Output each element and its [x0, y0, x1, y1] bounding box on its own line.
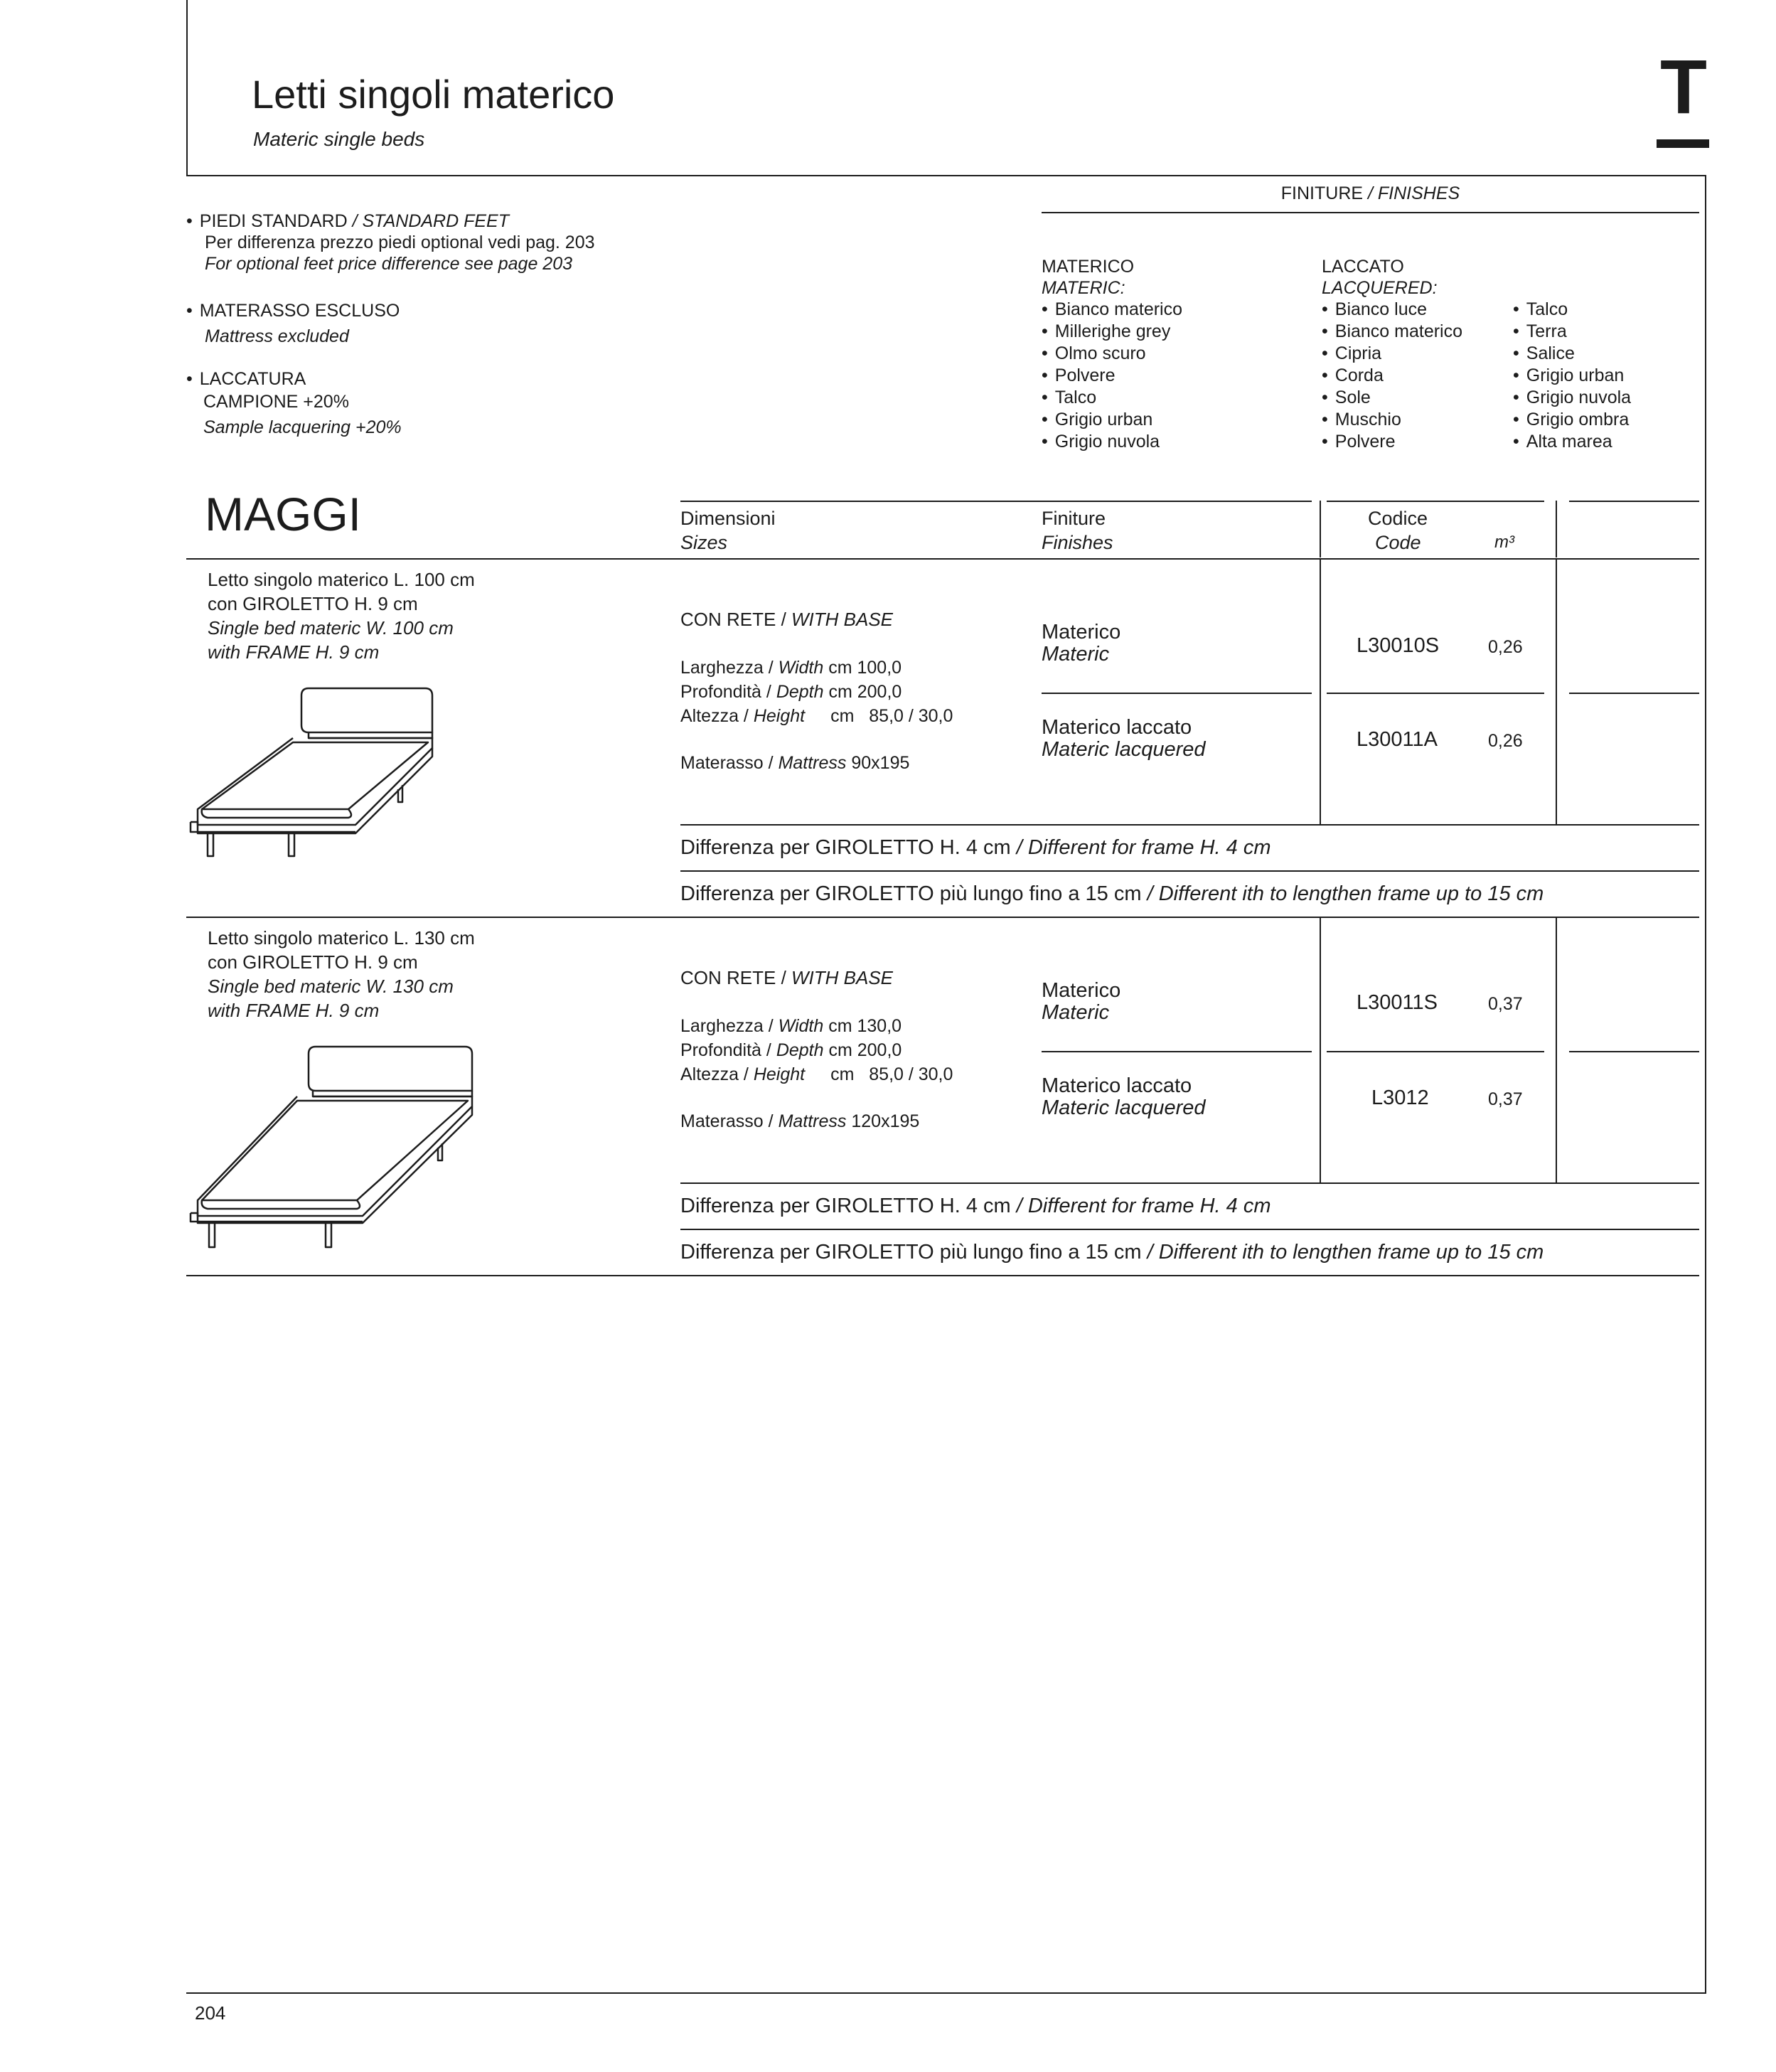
row2-desc-size: L. 130 cm	[393, 927, 475, 949]
note-mattress-excluded	[186, 299, 613, 348]
row1-vol1: 0,26	[1488, 637, 1523, 657]
row1-finish2-label-en: Materic lacquered	[1042, 738, 1206, 761]
finish-item: • Grigio nuvola	[1042, 431, 1312, 453]
finish-group-laccato-col2	[1513, 299, 1698, 453]
row1-base-label	[680, 609, 893, 631]
finish-group-laccato-title: LACCATO	[1322, 257, 1404, 277]
row1-diff1-label: Differenza per GIROLETTO H. 4 cm	[680, 836, 1011, 859]
row2-diff2-label-en: / Different ith to lengthen frame up to 15 cm	[1141, 1241, 1544, 1264]
row2-height: Altezza / Height cm 85,0 / 30,0	[680, 1064, 953, 1084]
finish-item: • Grigio nuvola	[1513, 387, 1698, 409]
row1-base-en: WITH BASE	[791, 609, 894, 630]
note-mattress-excluded-line: Mattress excluded	[205, 326, 349, 346]
table-header-rule-code	[1327, 501, 1544, 502]
row1-dimensions	[680, 656, 1022, 775]
row2-description	[208, 926, 634, 1022]
row1-diff2-rule	[680, 870, 1699, 872]
table-header-bottom-rule	[186, 558, 1699, 560]
row1-base: CON RETE /	[680, 609, 792, 630]
table-header-vtick-2	[1556, 501, 1557, 557]
finish-group-materico	[1042, 256, 1312, 453]
row1-desc-line3: Single bed materic W. 100 cm	[208, 617, 454, 639]
row1-finish2	[1042, 717, 1206, 761]
row2-finish2-label-en: Materic lacquered	[1042, 1096, 1206, 1119]
row2-diff2-rule	[680, 1229, 1699, 1230]
finish-item: • Bianco materico	[1322, 321, 1507, 343]
row2-width: Larghezza / Width cm 130,0	[680, 1016, 902, 1036]
note-standard-feet-line: Per differenza prezzo piedi optional vedi pag. 203	[205, 233, 595, 252]
finish-item: • Cipria	[1322, 343, 1507, 365]
table-bottom-rule	[186, 1275, 1699, 1276]
note-standard-feet	[186, 209, 613, 276]
note-lacquering-title: LACCATURA	[199, 369, 306, 389]
finish-item: • Talco	[1042, 387, 1312, 409]
col-dimensions-label-en: Sizes	[680, 532, 728, 553]
table-header-vtick-1	[1320, 501, 1321, 557]
note-lacquering-title2: CAMPIONE +20%	[203, 392, 349, 412]
row-divider	[186, 917, 1699, 918]
page-subtitle: Materic single beds	[253, 128, 425, 150]
finish-item: • Polvere	[1042, 365, 1312, 387]
col-dimensions	[680, 506, 776, 555]
brand-logo	[1654, 43, 1713, 154]
note-lacquering-line: Sample lacquering +20%	[203, 417, 402, 437]
row2-desc-line4: with FRAME H. 9 cm	[208, 1000, 380, 1021]
col-code-label: Codice	[1368, 508, 1428, 529]
finish-item: • Sole	[1322, 387, 1507, 409]
row1-diff2	[680, 882, 1544, 906]
row2-diff2-label: Differenza per GIROLETTO più lungo fino a 15 cm	[680, 1241, 1142, 1264]
row1-vline-code	[1320, 559, 1321, 825]
row1-diff2-label: Differenza per GIROLETTO più lungo fino a 15 cm	[680, 882, 1142, 905]
row1-desc-size: L. 100 cm	[393, 569, 475, 590]
row1-diff1	[680, 836, 1271, 860]
row1-diff2-label-en: / Different ith to lengthen frame up to 15 cm	[1141, 882, 1544, 905]
note-lacquering	[186, 367, 613, 439]
row1-desc-line2: con GIROLETTO H. 9 cm	[208, 593, 418, 614]
row2-finish1-label-en: Materic	[1042, 1001, 1110, 1024]
row2-split-code	[1327, 1051, 1544, 1052]
row2-finish1-label: Materico	[1042, 979, 1121, 1002]
row2-code1: L30011S	[1357, 991, 1438, 1014]
row1-diff1-rule	[680, 824, 1699, 826]
row1-description	[208, 567, 634, 664]
row2-diff1-label: Differenza per GIROLETTO H. 4 cm	[680, 1195, 1011, 1217]
row1-finish1	[1042, 621, 1120, 666]
finish-group-laccato-subtitle: LACQUERED:	[1322, 278, 1438, 298]
row2-diff1-label-en: / Different for frame H. 4 cm	[1010, 1195, 1271, 1217]
row2-mattress: Materasso / Mattress 120x195	[680, 1111, 920, 1131]
bed-drawing-130	[186, 1041, 485, 1254]
row2-diff2	[680, 1241, 1544, 1264]
finishes-header-label: FINITURE	[1280, 183, 1364, 203]
brand-logo-bar	[1657, 139, 1709, 148]
finish-item: • Olmo scuro	[1042, 343, 1312, 365]
table-header-rule-extra	[1569, 501, 1699, 502]
row1-vol2: 0,26	[1488, 731, 1523, 751]
row1-finish1-label-en: Materic	[1042, 643, 1110, 666]
finishes-header-rule	[1042, 212, 1699, 213]
finish-item: • Alta marea	[1513, 431, 1698, 453]
frame-left-top	[186, 0, 188, 176]
row2-vline-extra	[1556, 917, 1557, 1183]
row1-width: Larghezza / Width cm 100,0	[680, 658, 902, 678]
note-mattress-excluded-title: MATERASSO ESCLUSO	[199, 301, 400, 321]
finish-item: • Grigio ombra	[1513, 409, 1698, 431]
row2-dimensions	[680, 1014, 1022, 1133]
page-title: Letti singoli materico	[252, 72, 615, 117]
finish-item: • Corda	[1322, 365, 1507, 387]
row2-base-label	[680, 967, 893, 989]
col-volume-label: m³	[1494, 533, 1514, 552]
col-dimensions-label: Dimensioni	[680, 508, 776, 529]
finish-item: • Terra	[1513, 321, 1698, 343]
row1-split-finish	[1042, 693, 1312, 694]
finish-item: • Bianco materico	[1042, 299, 1312, 321]
row2-diff1-rule	[680, 1182, 1699, 1184]
col-finishes-label-en: Finishes	[1042, 532, 1113, 553]
row1-mattress: Materasso / Mattress 90x195	[680, 753, 910, 773]
row1-height: Altezza / Height cm 85,0 / 30,0	[680, 706, 953, 726]
finishes-header-label-en: / FINISHES	[1363, 183, 1460, 203]
row2-vol2: 0,37	[1488, 1089, 1523, 1109]
row1-code2: L30011A	[1357, 728, 1438, 751]
row2-vline-code	[1320, 917, 1321, 1183]
finish-item: • Bianco luce	[1322, 299, 1507, 321]
brand-logo-letter: T	[1660, 43, 1707, 129]
row2-split-extra	[1569, 1051, 1699, 1052]
finish-group-materico-title: MATERICO	[1042, 257, 1135, 277]
frame-right	[1705, 175, 1706, 1994]
row1-code1: L30010S	[1357, 634, 1440, 657]
note-standard-feet-title-en: / STANDARD FEET	[347, 211, 510, 231]
row1-vline-extra	[1556, 559, 1557, 825]
row1-diff1-label-en: / Different for frame H. 4 cm	[1010, 836, 1271, 859]
finish-group-materico-subtitle: MATERIC:	[1042, 278, 1125, 298]
row2-code2: L3012	[1371, 1086, 1429, 1109]
frame-bottom	[186, 1992, 1706, 1994]
row2-depth: Profondità / Depth cm 200,0	[680, 1040, 902, 1060]
row1-depth: Profondità / Depth cm 200,0	[680, 682, 902, 702]
row1-split-code	[1327, 693, 1544, 694]
finish-item: • Polvere	[1322, 431, 1507, 453]
row2-split-finish	[1042, 1051, 1312, 1052]
product-name: MAGGI	[205, 488, 362, 540]
row2-finish2	[1042, 1075, 1206, 1119]
bed-drawing-100	[186, 683, 442, 896]
row2-vol1: 0,37	[1488, 994, 1523, 1014]
row1-finish2-label: Materico laccato	[1042, 716, 1192, 739]
row2-base: CON RETE /	[680, 967, 792, 988]
row2-desc-line2: con GIROLETTO H. 9 cm	[208, 951, 418, 973]
row2-finish2-label: Materico laccato	[1042, 1074, 1192, 1097]
finish-item: • Talco	[1513, 299, 1698, 321]
col-code-label-en: Code	[1375, 532, 1421, 553]
row1-desc-line1: Letto singolo materico	[208, 569, 394, 590]
finishes-header	[1042, 183, 1699, 204]
finish-group-laccato	[1322, 256, 1507, 453]
table-header-rule-dim	[680, 501, 1312, 502]
frame-top	[186, 175, 1706, 176]
finish-item: • Millerighe grey	[1042, 321, 1312, 343]
row2-finish1	[1042, 980, 1120, 1024]
col-finishes-label: Finiture	[1042, 508, 1106, 529]
finish-item: • Salice	[1513, 343, 1698, 365]
note-standard-feet-line-en: For optional feet price difference see page 203	[205, 254, 573, 274]
row1-finish1-label: Materico	[1042, 621, 1121, 644]
finish-item: • Grigio urban	[1513, 365, 1698, 387]
note-standard-feet-title: PIEDI STANDARD	[199, 211, 348, 231]
row2-diff1	[680, 1195, 1271, 1218]
row2-desc-line1: Letto singolo materico	[208, 927, 394, 949]
col-finishes	[1042, 506, 1113, 555]
finish-item: • Grigio urban	[1042, 409, 1312, 431]
page-number: 204	[195, 2002, 226, 2024]
finish-item: • Muschio	[1322, 409, 1507, 431]
row2-desc-line3: Single bed materic W. 130 cm	[208, 976, 454, 997]
row2-base-en: WITH BASE	[791, 967, 894, 988]
row1-desc-line4: with FRAME H. 9 cm	[208, 641, 380, 663]
row1-split-extra	[1569, 693, 1699, 694]
